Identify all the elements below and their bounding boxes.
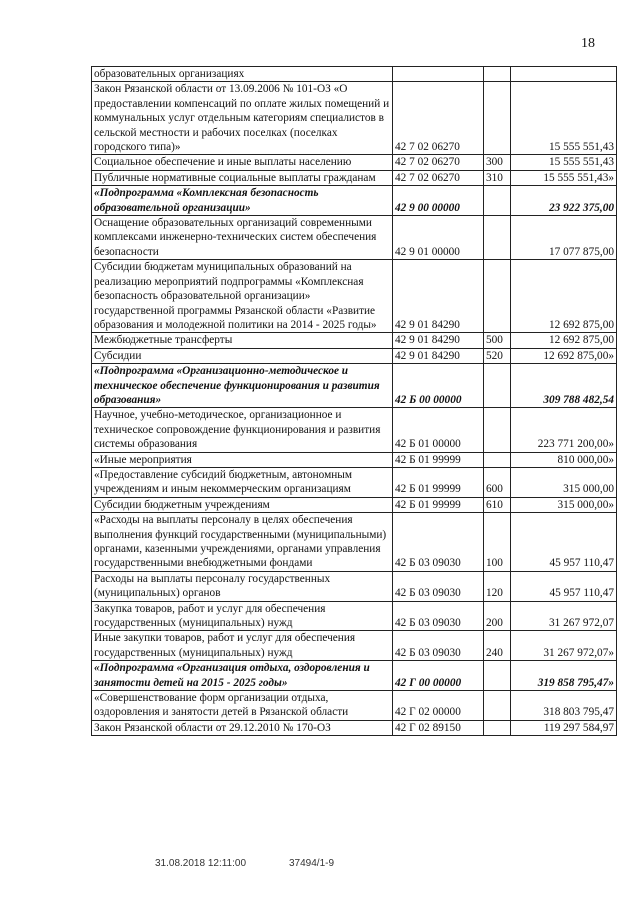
row-sum-cell: 17 077 875,00 <box>511 216 617 260</box>
row-code-cell: 42 9 01 84290 <box>393 333 484 348</box>
row-name-cell: «Расходы на выплаты персоналу в целях обеспечения выполнения функций государственными (муниципальными) органами, казенными учреждениями, органами управления государственными внебюджетными фондами <box>92 513 393 572</box>
row-type-cell <box>484 720 511 735</box>
row-code-cell: 42 7 02 06270 <box>393 155 484 170</box>
row-code-cell: 42 9 01 00000 <box>393 216 484 260</box>
row-sum-cell: 12 692 875,00 <box>511 333 617 348</box>
row-type-cell <box>484 216 511 260</box>
row-name-cell: «Подпрограмма «Организационно-методическое и техническое обеспечение функционирования и развития образования» <box>92 364 393 408</box>
row-code-cell: 42 Б 01 99999 <box>393 497 484 512</box>
table-row <box>92 155 617 170</box>
table-row <box>92 82 617 155</box>
row-code-cell: 42 7 02 06270 <box>393 170 484 185</box>
row-sum-cell: 31 267 972,07» <box>511 631 617 661</box>
row-name-cell: «Подпрограмма «Комплексная безопасность образовательной организации» <box>92 186 393 216</box>
row-name-cell: Расходы на выплаты персоналу государственных (муниципальных) органов <box>92 571 393 601</box>
row-code-cell: 42 Г 02 89150 <box>393 720 484 735</box>
row-code-cell: 42 Б 03 09030 <box>393 513 484 572</box>
row-type-cell <box>484 186 511 216</box>
table-row <box>92 631 617 661</box>
row-sum-cell: 309 788 482,54 <box>511 364 617 408</box>
row-sum-cell: 45 957 110,47 <box>511 513 617 572</box>
row-sum-cell: 223 771 200,00» <box>511 408 617 452</box>
row-code-cell: 42 Б 00 00000 <box>393 364 484 408</box>
table-row <box>92 601 617 631</box>
row-name-cell: Социальное обеспечение и иные выплаты населению <box>92 155 393 170</box>
table-row <box>92 216 617 260</box>
row-name-cell: «Совершенствование форм организации отдыха, оздоровления и занятости детей в Рязанской области <box>92 691 393 721</box>
row-name-cell: «Подпрограмма «Организация отдыха, оздоровления и занятости детей на 2015 - 2025 годы» <box>92 661 393 691</box>
table-row <box>92 691 617 721</box>
row-sum-cell: 318 803 795,47 <box>511 691 617 721</box>
row-type-cell: 120 <box>484 571 511 601</box>
row-code-cell: 42 Г 02 00000 <box>393 691 484 721</box>
row-name-cell: Субсидии бюджетам муниципальных образований на реализацию мероприятий подпрограммы «Комплексная безопасность образовательной организации» государственной программы Рязанской области «Развитие образования и молодежной политики на 2014 - 2025 годы» <box>92 260 393 333</box>
row-type-cell: 200 <box>484 601 511 631</box>
row-name-cell: Межбюджетные трансферты <box>92 333 393 348</box>
row-type-cell <box>484 67 511 82</box>
row-type-cell <box>484 452 511 467</box>
row-sum-cell: 15 555 551,43» <box>511 170 617 185</box>
row-code-cell: 42 Б 01 99999 <box>393 467 484 497</box>
table-row <box>92 170 617 185</box>
row-code-cell: 42 9 01 84290 <box>393 348 484 363</box>
table-row <box>92 67 617 82</box>
table-row <box>92 364 617 408</box>
table-row <box>92 348 617 363</box>
row-name-cell: Оснащение образовательных организаций современными комплексами инженерно-технических систем обеспечения безопасности <box>92 216 393 260</box>
row-name-cell: «Иные мероприятия <box>92 452 393 467</box>
row-sum-cell: 319 858 795,47» <box>511 661 617 691</box>
row-code-cell: 42 Б 01 99999 <box>393 452 484 467</box>
row-type-cell <box>484 82 511 155</box>
row-name-cell: «Предоставление субсидий бюджетным, автономным учреждениям и иным некоммерческим организациям <box>92 467 393 497</box>
row-code-cell: 42 7 02 06270 <box>393 82 484 155</box>
row-sum-cell: 31 267 972,07 <box>511 601 617 631</box>
row-sum-cell: 15 555 551,43 <box>511 82 617 155</box>
table-row <box>92 661 617 691</box>
row-sum-cell: 23 922 375,00 <box>511 186 617 216</box>
table-row <box>92 452 617 467</box>
row-name-cell: образовательных организациях <box>92 67 393 82</box>
row-code-cell: 42 Б 01 00000 <box>393 408 484 452</box>
table-row <box>92 260 617 333</box>
row-type-cell <box>484 408 511 452</box>
row-code-cell: 42 Б 03 09030 <box>393 631 484 661</box>
row-sum-cell: 315 000,00» <box>511 497 617 512</box>
row-sum-cell: 119 297 584,97 <box>511 720 617 735</box>
table-row <box>92 467 617 497</box>
row-type-cell: 300 <box>484 155 511 170</box>
row-name-cell: Научное, учебно-методическое, организационное и техническое сопровождение функционирования и развития системы образования <box>92 408 393 452</box>
row-code-cell: 42 Б 03 09030 <box>393 571 484 601</box>
footer-doc-id: 37494/1-9 <box>289 858 335 869</box>
table-row <box>92 333 617 348</box>
table-row <box>92 720 617 735</box>
row-name-cell: Субсидии бюджетным учреждениям <box>92 497 393 512</box>
row-sum-cell <box>511 67 617 82</box>
row-sum-cell: 12 692 875,00 <box>511 260 617 333</box>
row-type-cell <box>484 364 511 408</box>
row-name-cell: Иные закупки товаров, работ и услуг для обеспечения государственных (муниципальных) нужд <box>92 631 393 661</box>
table-row <box>92 513 617 572</box>
table-row <box>92 497 617 512</box>
row-type-cell: 600 <box>484 467 511 497</box>
row-type-cell: 500 <box>484 333 511 348</box>
budget-table <box>91 66 617 736</box>
row-name-cell: Публичные нормативные социальные выплаты гражданам <box>92 170 393 185</box>
row-code-cell: 42 9 00 00000 <box>393 186 484 216</box>
row-code-cell: 42 9 01 84290 <box>393 260 484 333</box>
row-sum-cell: 45 957 110,47 <box>511 571 617 601</box>
row-sum-cell: 15 555 551,43 <box>511 155 617 170</box>
row-name-cell: Субсидии <box>92 348 393 363</box>
row-code-cell: 42 Б 03 09030 <box>393 601 484 631</box>
row-type-cell: 100 <box>484 513 511 572</box>
row-code-cell <box>393 67 484 82</box>
row-name-cell: Закон Рязанской области от 13.09.2006 № 101-ОЗ «О предоставлении компенсаций по оплате жилых помещений и коммунальных услуг отдельным категориям специалистов в сельской местности и рабочих поселках (поселках городского типа)» <box>92 82 393 155</box>
row-type-cell <box>484 661 511 691</box>
row-type-cell: 520 <box>484 348 511 363</box>
row-type-cell <box>484 691 511 721</box>
row-sum-cell: 315 000,00 <box>511 467 617 497</box>
page-number: 18 <box>581 36 595 51</box>
row-name-cell: Закон Рязанской области от 29.12.2010 № 170-ОЗ <box>92 720 393 735</box>
table-row <box>92 186 617 216</box>
table-row <box>92 408 617 452</box>
row-code-cell: 42 Г 00 00000 <box>393 661 484 691</box>
row-type-cell: 610 <box>484 497 511 512</box>
row-sum-cell: 810 000,00» <box>511 452 617 467</box>
row-sum-cell: 12 692 875,00» <box>511 348 617 363</box>
row-type-cell: 240 <box>484 631 511 661</box>
row-type-cell: 310 <box>484 170 511 185</box>
footer-date: 31.08.2018 12:11:00 <box>155 858 247 869</box>
row-type-cell <box>484 260 511 333</box>
row-name-cell: Закупка товаров, работ и услуг для обеспечения государственных (муниципальных) нужд <box>92 601 393 631</box>
table-row <box>92 571 617 601</box>
